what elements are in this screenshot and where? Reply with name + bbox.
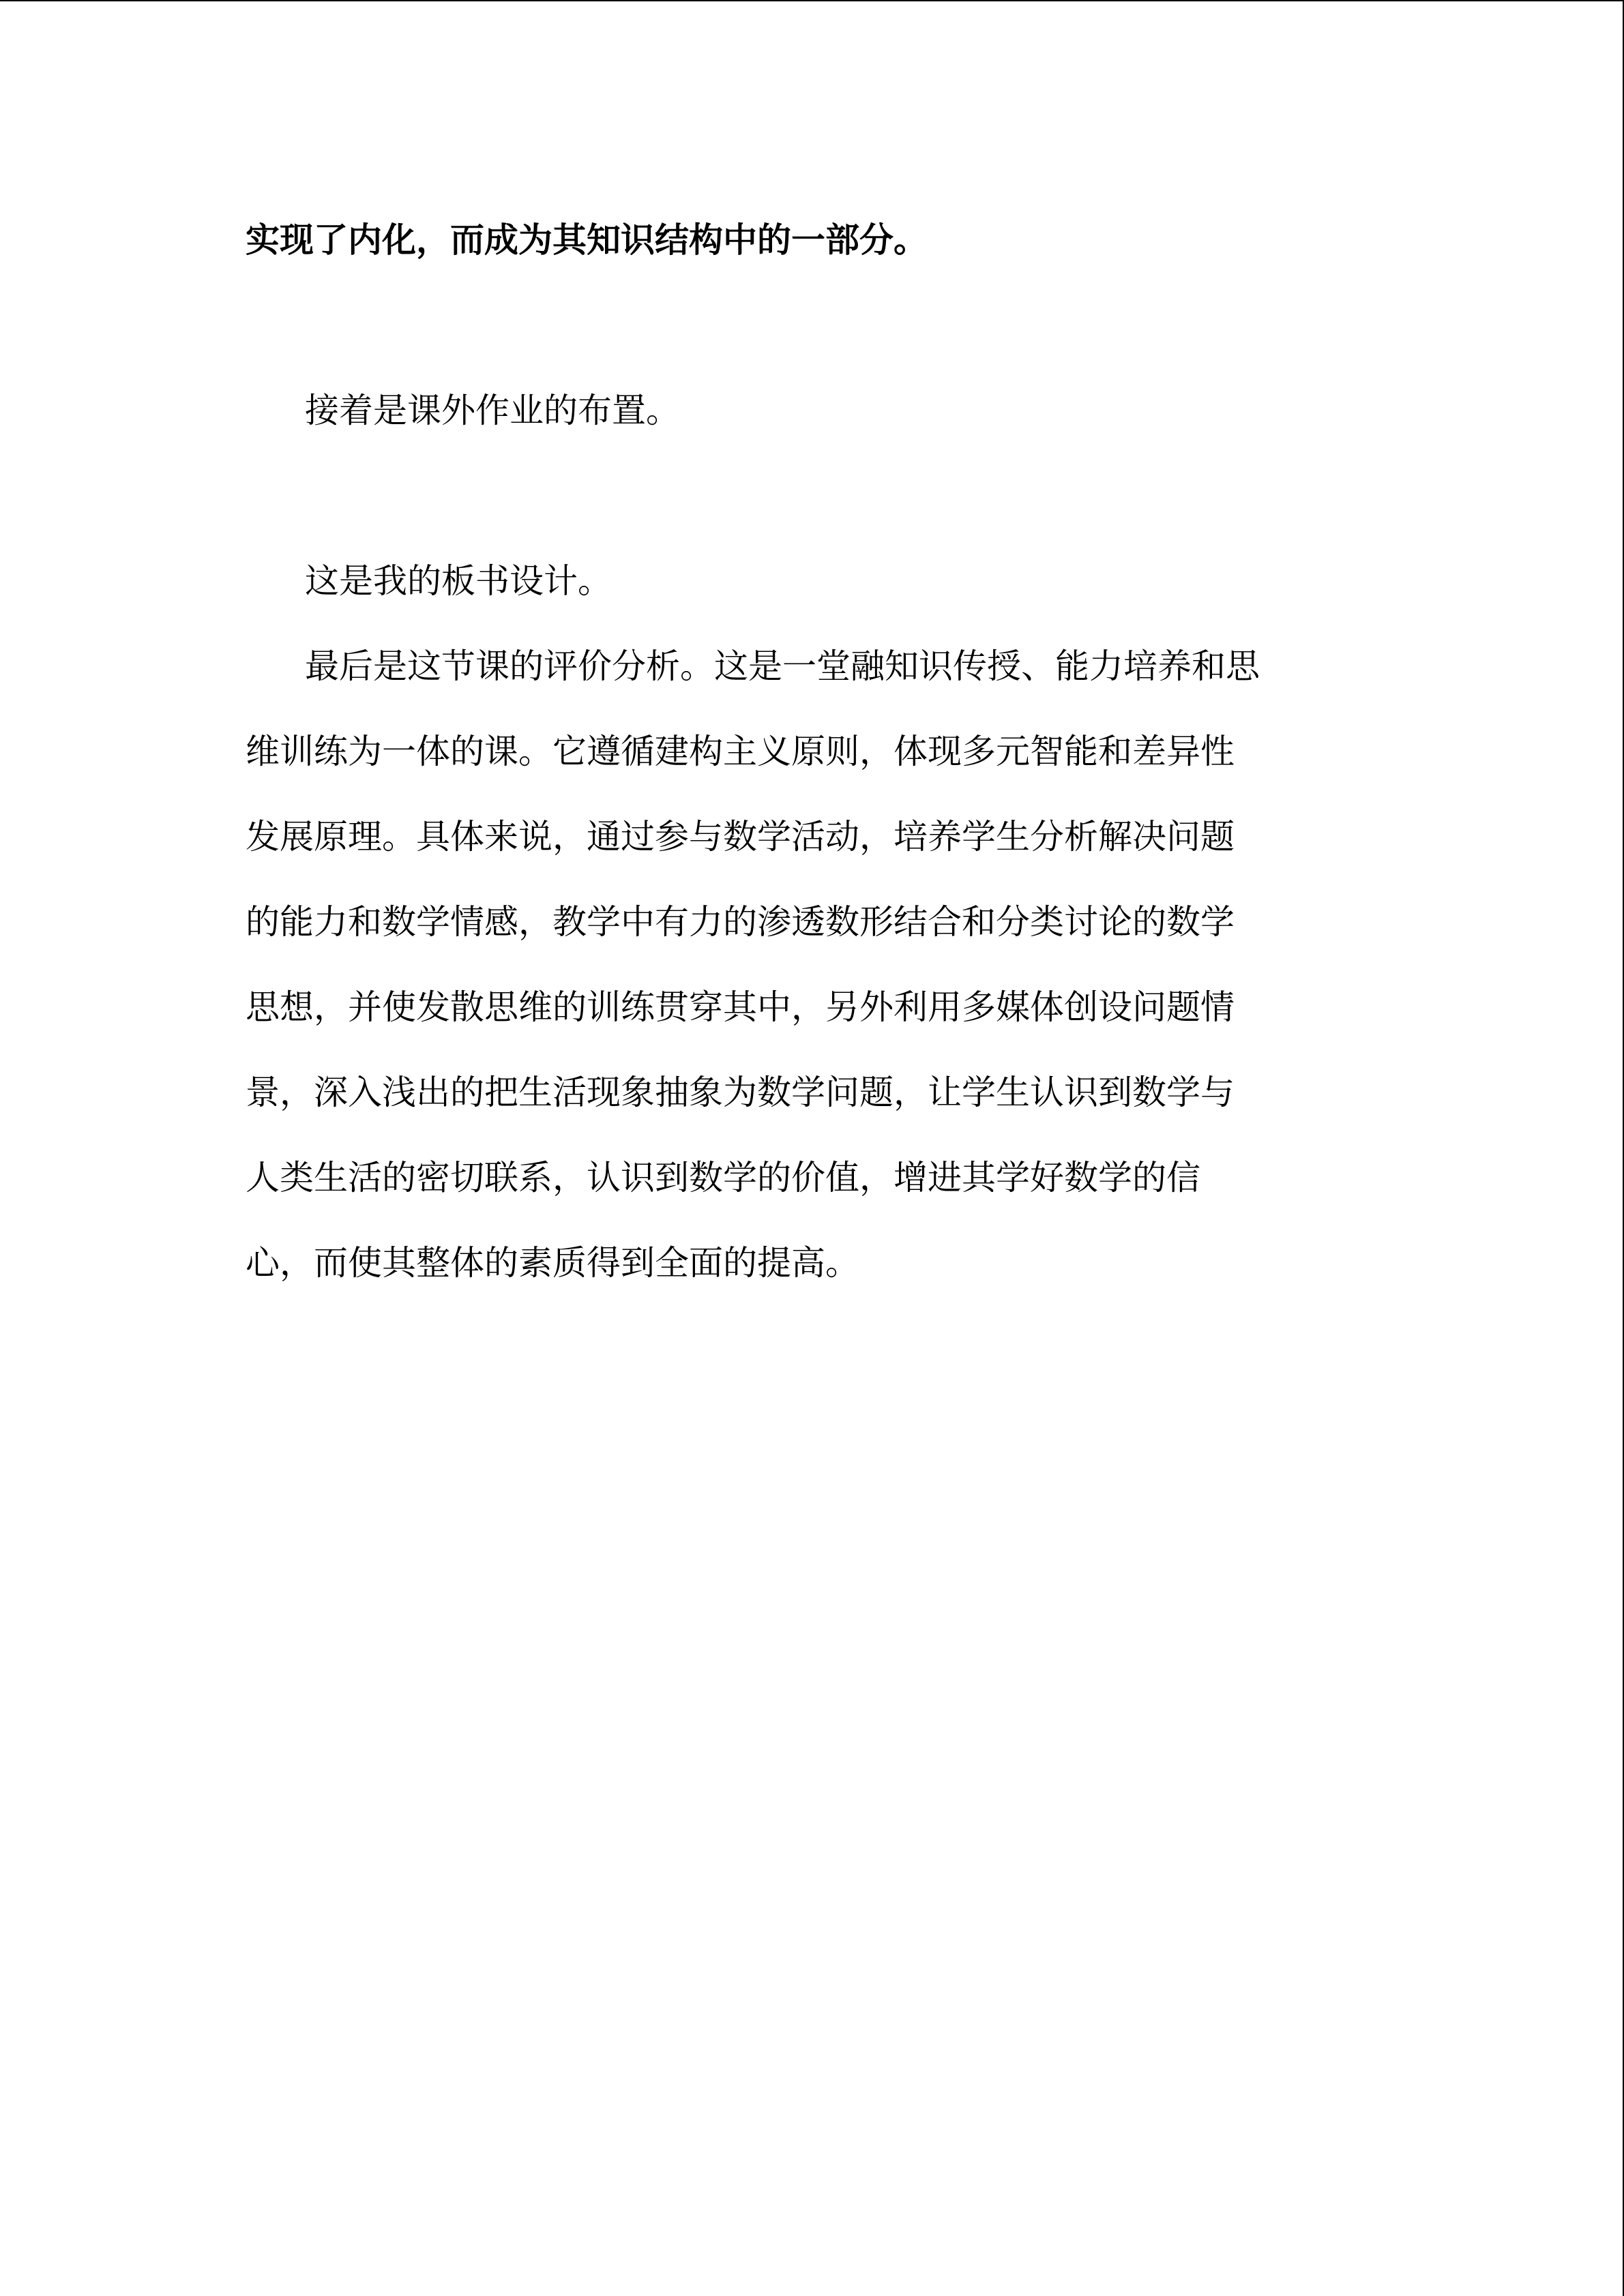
paragraph-4-line-8: 心，而使其整体的素质得到全面的提高。 bbox=[246, 1243, 859, 1283]
paragraph-4-line-1: 最后是这节课的评价分析。这是一堂融知识传授、能力培养和思 bbox=[305, 646, 1260, 686]
paragraph-1-line-1: 实现了内化，而成为其知识结构中的一部分。 bbox=[246, 220, 928, 260]
paragraph-4-line-5: 思想，并使发散思维的训练贯穿其中，另外利用多媒体创设问题情 bbox=[246, 987, 1235, 1027]
paragraph-4-line-4: 的能力和数学情感，教学中有力的渗透数形结合和分类讨论的数学 bbox=[246, 902, 1235, 942]
paragraph-3-line-1: 这是我的板书设计。 bbox=[305, 561, 612, 601]
paragraph-4-line-2: 维训练为一体的课。它遵循建构主义原则，体现多元智能和差异性 bbox=[246, 732, 1235, 771]
paragraph-4-line-3: 发展原理。具体来说，通过参与数学活动，培养学生分析解决问题 bbox=[246, 817, 1235, 856]
paragraph-2-line-1: 接着是课外作业的布置。 bbox=[305, 391, 680, 430]
paragraph-4-line-7: 人类生活的密切联系，认识到数学的价值，增进其学好数学的信 bbox=[246, 1158, 1200, 1197]
paragraph-4-line-6: 景，深入浅出的把生活现象抽象为数学问题，让学生认识到数学与 bbox=[246, 1073, 1235, 1112]
